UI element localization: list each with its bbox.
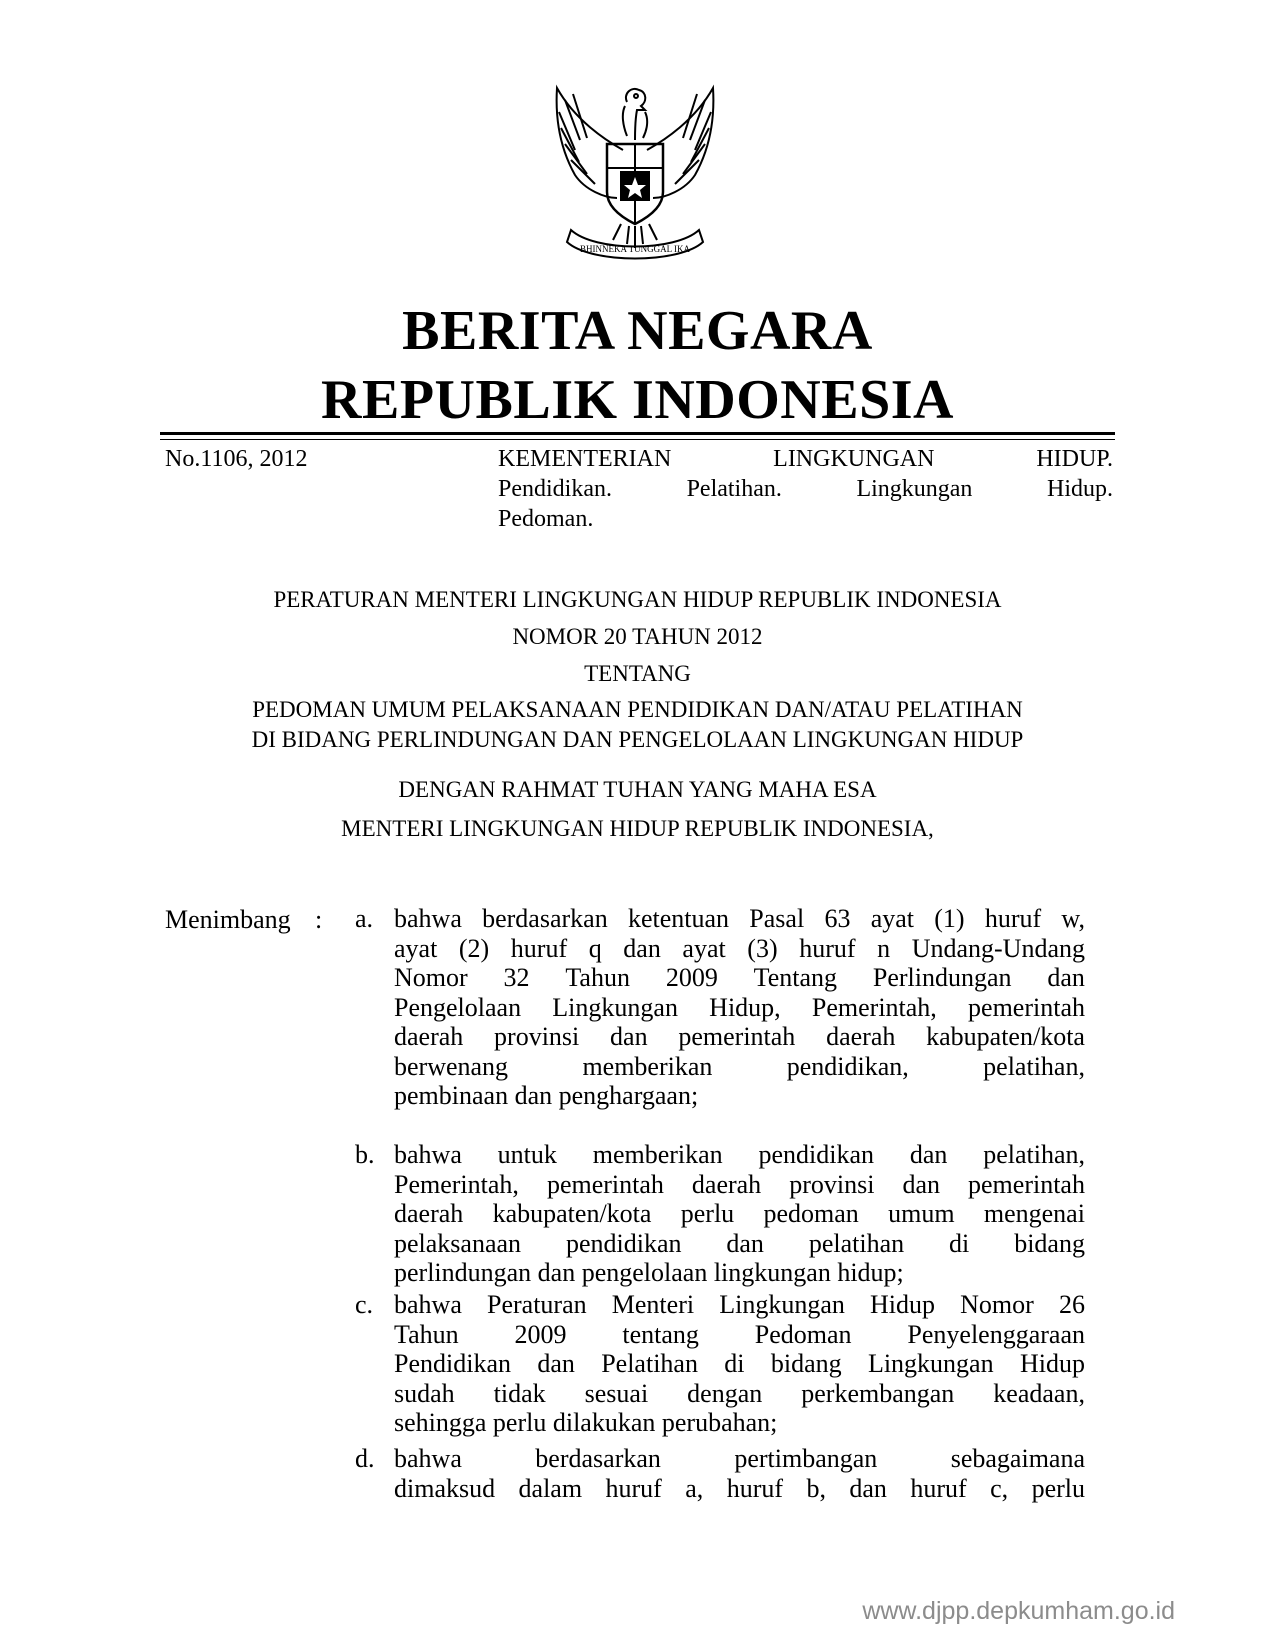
item-text (394, 1140, 1085, 1288)
word: Peraturan (487, 1290, 587, 1319)
word: HIDUP. (1036, 446, 1113, 472)
word: perlu (1031, 1473, 1085, 1503)
word: b, (806, 1473, 826, 1503)
word: Tahun (565, 963, 630, 992)
text-line (394, 1170, 1085, 1200)
word: Lingkungan (719, 1290, 845, 1319)
word: dengan (687, 1378, 763, 1408)
word: ayat (870, 904, 914, 933)
word: berdasarkan (482, 904, 608, 933)
word: dimaksud (394, 1473, 496, 1503)
item-marker: a. (355, 904, 374, 933)
word: a, (685, 1473, 704, 1503)
word: perlu (680, 1199, 735, 1228)
word: LINGKUNGAN (773, 446, 935, 472)
word: dan (610, 1022, 648, 1051)
considering-item-b (355, 1140, 1085, 1288)
masthead-title: BERITA NEGARA (402, 300, 873, 362)
text-line (394, 1320, 1085, 1350)
word: Lingkungan (552, 992, 678, 1022)
masthead-rule-thin (160, 439, 1115, 440)
word: dan (909, 1140, 948, 1169)
word: daerah (691, 1169, 762, 1199)
gazette-subject (498, 444, 1113, 534)
word: tidak (493, 1378, 546, 1408)
word: Pemerintah, (394, 1169, 519, 1199)
word: Nomor (960, 1290, 1034, 1319)
item-text (394, 1444, 1085, 1503)
word: Hidup. (1046, 476, 1113, 502)
word: tentang (622, 1319, 699, 1349)
word: provinsi (494, 1022, 580, 1051)
word: dan (902, 1169, 940, 1199)
text-line (394, 1379, 1085, 1409)
word: bahwa (394, 904, 462, 933)
word: Lingkungan (856, 476, 973, 502)
word: huruf (984, 904, 1042, 933)
item-text (394, 904, 1085, 1111)
word: pelatihan, (983, 1051, 1085, 1081)
text-line (394, 1199, 1085, 1229)
word: bahwa (394, 1140, 462, 1169)
regulation-about: TENTANG (584, 661, 691, 686)
considering-label: Menimbang (165, 905, 291, 934)
text-line (394, 1349, 1085, 1379)
word: dan (849, 1473, 887, 1503)
word: Tentang (753, 963, 838, 992)
word: 32 (503, 963, 530, 992)
word: umum (888, 1199, 955, 1228)
regulation-subject-line-2: DI BIDANG PERLINDUNGAN DAN PENGELOLAAN LINGKUNGAN HIDUP (251, 727, 1024, 752)
word: daerah (394, 1022, 464, 1051)
word: berwenang (394, 1051, 509, 1081)
word: di (724, 1349, 745, 1378)
word: 26 (1058, 1290, 1085, 1319)
word: Undang-Undang (911, 933, 1085, 963)
regulation-subject-line-1: PEDOMAN UMUM PELAKSANAAN PENDIDIKAN DAN/ATAU PELATIHAN (252, 697, 1023, 722)
word: daerah (394, 1199, 464, 1228)
word: sesuai (584, 1378, 649, 1408)
word: kabupaten/kota (926, 1022, 1085, 1051)
word: Pemerintah, (811, 992, 937, 1022)
word: Pasal (749, 904, 805, 933)
text-line (394, 1290, 1085, 1320)
word: 2009 (665, 963, 718, 992)
word: memberikan (592, 1140, 723, 1169)
text-line (394, 1229, 1085, 1259)
word: pemerintah (968, 992, 1085, 1022)
masthead-rule-thick (160, 432, 1115, 435)
word: perkembangan (801, 1378, 955, 1408)
word: Lingkungan (867, 1349, 994, 1378)
word: Hidup, (709, 992, 781, 1022)
word: pelatihan (808, 1228, 905, 1258)
watermark-url: www.djpp.depkumham.go.id (862, 1597, 1175, 1625)
word: pendidikan, (786, 1051, 909, 1081)
word: Tahun (394, 1319, 459, 1349)
word: Pelatihan. (686, 476, 782, 502)
word: pelatihan, (983, 1140, 1085, 1169)
word: n (877, 933, 891, 963)
word: ayat (394, 933, 438, 963)
word: 63 (824, 904, 851, 933)
word: untuk (497, 1140, 557, 1169)
word: bidang (770, 1349, 842, 1378)
considering-colon: : (315, 905, 323, 934)
text-line (394, 963, 1085, 993)
text-line (394, 1022, 1085, 1052)
word: keadaan, (993, 1378, 1085, 1408)
word: Pedoman. (498, 506, 594, 532)
word: mengenai (983, 1199, 1085, 1228)
item-text (394, 1290, 1085, 1438)
masthead-subtitle: REPUBLIK INDONESIA (321, 369, 954, 431)
word: di (949, 1228, 970, 1258)
text-line (394, 1052, 1085, 1082)
word: memberikan (582, 1051, 713, 1081)
word: pelaksanaan (394, 1228, 522, 1258)
text-line-last: perlindungan dan pengelolaan lingkungan hidup; (394, 1258, 904, 1287)
word: Pendidikan (394, 1349, 511, 1378)
word: berdasarkan (535, 1444, 661, 1473)
word: huruf (910, 1473, 967, 1503)
word: sudah (394, 1378, 455, 1408)
regulation-title: PERATURAN MENTERI LINGKUNGAN HIDUP REPUBLIK INDONESIA (273, 587, 1002, 612)
word: daerah (826, 1022, 896, 1051)
word: Hidup (1019, 1349, 1085, 1378)
text-line (394, 904, 1085, 934)
word: bidang (1014, 1228, 1085, 1258)
considering-item-c (355, 1290, 1085, 1438)
item-marker: c. (355, 1290, 374, 1319)
text-line (498, 444, 1113, 474)
word: huruf (510, 933, 568, 963)
minister-heading: MENTERI LINGKUNGAN HIDUP REPUBLIK INDONESIA, (341, 816, 934, 841)
word: bahwa (394, 1290, 462, 1319)
word: dan (1047, 963, 1085, 992)
word: w, (1061, 904, 1085, 933)
word: ayat (682, 933, 726, 963)
word: bahwa (394, 1444, 462, 1473)
word: 2009 (514, 1319, 567, 1349)
word: ketentuan (627, 904, 730, 933)
word: pertimbangan (734, 1444, 878, 1473)
gazette-number: No.1106, 2012 (165, 446, 308, 472)
word: c, (990, 1473, 1009, 1503)
garuda-pancasila-emblem-icon (535, 80, 735, 270)
word: provinsi (789, 1169, 875, 1199)
word: (2) (458, 933, 490, 963)
text-line (498, 474, 1113, 504)
word: dalam (518, 1473, 583, 1503)
word: Pelatihan (601, 1349, 698, 1378)
word: huruf (605, 1473, 662, 1503)
word: pendidikan (565, 1228, 682, 1258)
word: Penyelenggaraan (907, 1319, 1085, 1349)
word: huruf (799, 933, 856, 963)
word: Nomor (394, 963, 468, 992)
item-marker: d. (355, 1444, 375, 1473)
text-line-last: sehingga perlu dilakukan perubahan; (394, 1408, 778, 1437)
word: dan (537, 1349, 575, 1378)
word: KEMENTERIAN (498, 446, 672, 472)
regulation-number: NOMOR 20 TAHUN 2012 (512, 624, 763, 649)
word: dan (623, 933, 661, 963)
text-line-last: pembinaan dan penghargaan; (394, 1081, 699, 1110)
considering-item-a (355, 904, 1085, 1111)
text-line (394, 1474, 1085, 1504)
item-marker: b. (355, 1140, 375, 1169)
text-line (498, 504, 1113, 534)
invocation: DENGAN RAHMAT TUHAN YANG MAHA ESA (398, 777, 877, 802)
word: (1) (934, 904, 965, 933)
considering-item-d (355, 1444, 1085, 1503)
word: Pendidikan. (498, 476, 612, 502)
word: Hidup (870, 1290, 936, 1319)
word: pemerintah (968, 1169, 1085, 1199)
word: Pengelolaan (394, 992, 522, 1022)
word: dan (726, 1228, 764, 1258)
word: Menteri (611, 1290, 695, 1319)
word: pendidikan (758, 1140, 875, 1169)
word: Pedoman (754, 1319, 852, 1349)
word: pedoman (763, 1199, 859, 1228)
text-line (394, 934, 1085, 964)
svg-text:BHINNEKA TUNGGAL IKA: BHINNEKA TUNGGAL IKA (580, 244, 690, 254)
text-line (394, 1444, 1085, 1474)
word: pemerintah (678, 1022, 796, 1051)
word: sebagaimana (950, 1444, 1085, 1473)
text-line (394, 1140, 1085, 1170)
word: (3) (747, 933, 778, 963)
word: q (588, 933, 602, 963)
word: pemerintah (546, 1169, 664, 1199)
word: kabupaten/kota (492, 1199, 652, 1228)
word: Perlindungan (872, 963, 1012, 992)
word: huruf (726, 1473, 784, 1503)
text-line (394, 993, 1085, 1023)
